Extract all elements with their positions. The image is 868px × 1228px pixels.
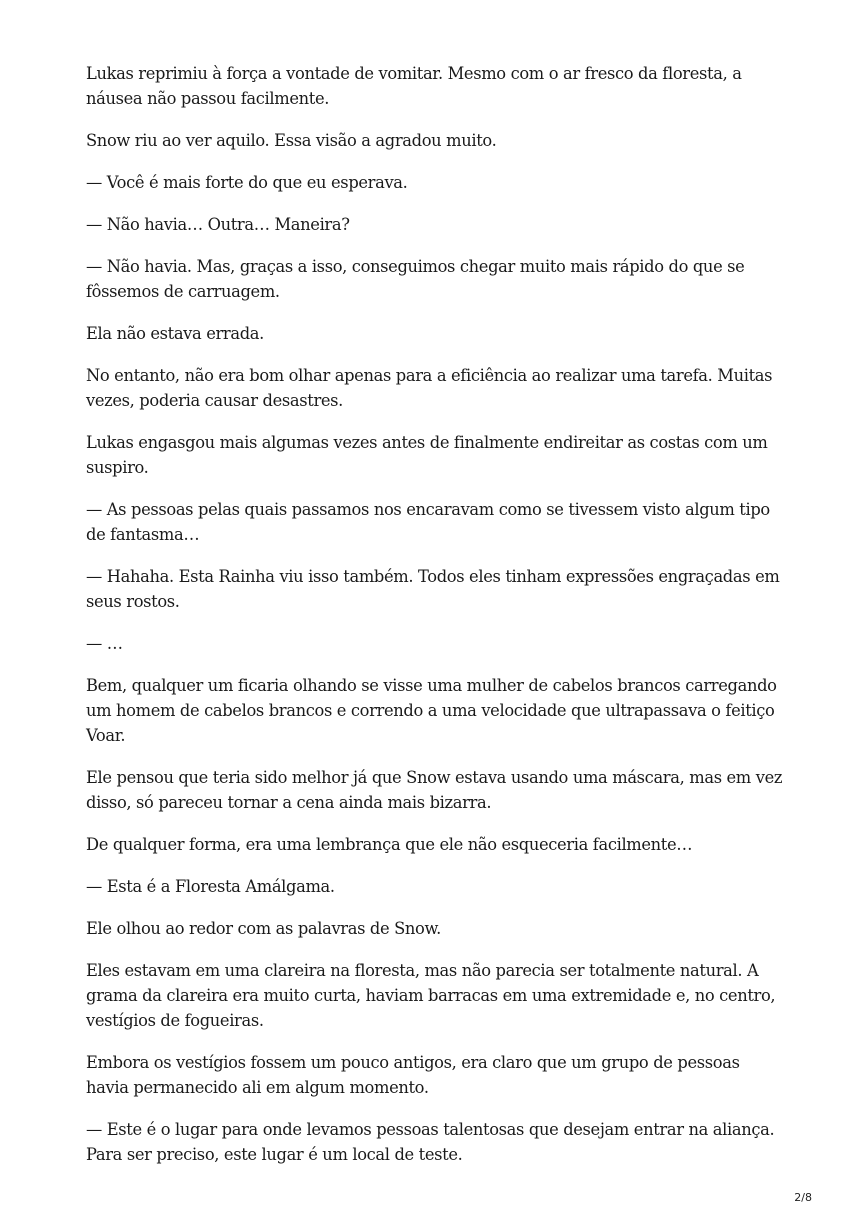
paragraph: — Você é mais forte do que eu esperava. (86, 173, 408, 192)
paragraph: — Não havia… Outra… Maneira? (86, 215, 350, 234)
paragraph: No entanto, não era bom olhar apenas para a eficiência ao realizar uma tarefa. Muitas vezes, poderia causar desastres. (86, 366, 773, 410)
page-number: 2/8 (794, 1191, 812, 1204)
paragraph: Snow riu ao ver aquilo. Essa visão a agradou muito. (86, 131, 497, 150)
paragraph: Eles estavam em uma clareira na floresta, mas não parecia ser totalmente natural. A grama da clareira era muito curta, haviam barracas em uma extremidade e, no centro, vestígios de fogueiras. (86, 961, 776, 1030)
paragraph: Lukas engasgou mais algumas vezes antes de finalmente endireitar as costas com um suspiro. (86, 433, 768, 477)
paragraph: Ele pensou que teria sido melhor já que Snow estava usando uma máscara, mas em vez disso, só pareceu tornar a cena ainda mais bizarra. (86, 768, 783, 812)
paragraph: Lukas reprimiu à força a vontade de vomitar. Mesmo com o ar fresco da floresta, a náusea não passou facilmente. (86, 64, 742, 108)
paragraph: Embora os vestígios fossem um pouco antigos, era claro que um grupo de pessoas havia permanecido ali em algum momento. (86, 1053, 740, 1097)
paragraph: Ela não estava errada. (86, 324, 264, 343)
paragraph: — Não havia. Mas, graças a isso, conseguimos chegar muito mais rápido do que se fôssemos de carruagem. (86, 257, 745, 301)
paragraph: Ele olhou ao redor com as palavras de Snow. (86, 919, 441, 938)
paragraph: De qualquer forma, era uma lembrança que ele não esqueceria facilmente… (86, 835, 693, 854)
paragraph: — Este é o lugar para onde levamos pessoas talentosas que desejam entrar na aliança. Para ser preciso, este lugar é um local de teste. (86, 1120, 775, 1164)
paragraph: — Esta é a Floresta Amálgama. (86, 877, 335, 896)
paragraph: — Hahaha. Esta Rainha viu isso também. Todos eles tinham expressões engraçadas em seus rostos. (86, 567, 780, 611)
paragraph: — … (86, 634, 123, 653)
paragraph: Bem, qualquer um ficaria olhando se visse uma mulher de cabelos brancos carregando um homem de cabelos brancos e correndo a uma velocidade que ultrapassava o feitiço Voar. (86, 676, 777, 745)
document-body (86, 61, 786, 1184)
paragraph: — As pessoas pelas quais passamos nos encaravam como se tivessem visto algum tipo de fantasma… (86, 500, 770, 544)
